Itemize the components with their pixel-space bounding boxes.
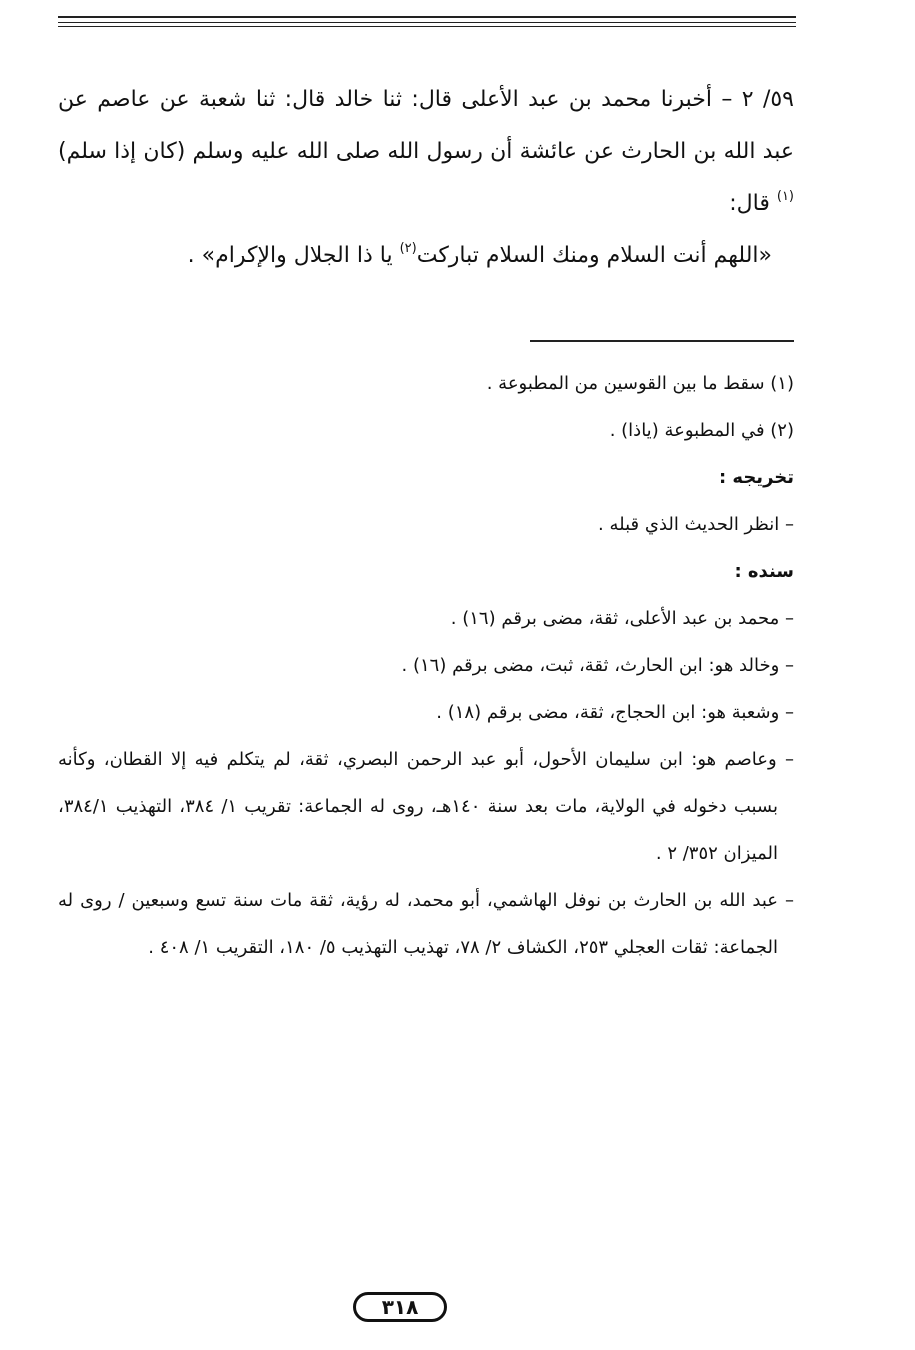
footnote-2: (٢) في المطبوعة (ياذا) .	[609, 420, 794, 441]
sanad-item: – وشعبة هو: ابن الحجاج، ثقة، مضى برقم (١٨) .	[436, 702, 794, 723]
footnote-1: (١) سقط ما بين القوسين من المطبوعة .	[486, 373, 794, 394]
hadith-chain-text: ٥٩/ ٢ – أخبرنا محمد بن عبد الأعلى قال: ثنا خالد قال: ثنا شعبة عن عاصم عن عبد الله بن الحارث عن عائشة أن رسول الله صلى الله عليه وسلم (كان إذا سلم)	[58, 87, 794, 164]
header-rule	[58, 16, 796, 18]
hadith-chain-end: قال:	[729, 191, 777, 216]
takhrij-heading: تخريجه :	[718, 467, 794, 488]
footnote-ref-2[interactable]: (٢)	[399, 241, 417, 256]
sanad-heading: سنده :	[734, 561, 794, 582]
sanad-item: – عبد الله بن الحارث بن نوفل الهاشمي، أبو محمد، له رؤية، ثقة مات سنة تسع وسبعين / روى له الجماعة: ثقات العجلي ٢٥٣، الكشاف ٢/ ٧٨، تهذيب التهذيب ٥/ ١٨٠، التقريب ١/ ٤٠٨ .	[58, 890, 794, 958]
page-number: ٣١٨	[353, 1292, 447, 1322]
header-rule	[58, 22, 796, 23]
hadith-text	[58, 74, 794, 282]
footnote-separator	[530, 340, 794, 342]
header-rule	[58, 26, 796, 27]
hadith-chain	[58, 74, 794, 230]
hadith-dua	[58, 230, 794, 282]
hadith-dua-end: يا ذا الجلال والإكرام» .	[187, 243, 400, 268]
notes-section	[58, 360, 794, 971]
sanad-item: – وعاصم هو: ابن سليمان الأحول، أبو عبد الرحمن البصري، ثقة، لم يتكلم فيه إلا القطان، وكأنه بسبب دخوله في الولاية، مات بعد سنة ١٤٠هـ، روى له الجماعة: تقريب ١/ ٣٨٤، التهذيب ٣٨٤/١، الميزان ٣٥٢/ ٢ .	[58, 749, 794, 864]
footnote-ref-1[interactable]: (١)	[776, 189, 794, 204]
sanad-item: – محمد بن عبد الأعلى، ثقة، مضى برقم (١٦) .	[450, 608, 794, 629]
hadith-dua-start: «اللهم أنت السلام ومنك السلام تباركت	[416, 243, 772, 268]
takhrij-item: – انظر الحديث الذي قبله .	[598, 514, 794, 535]
sanad-item: – وخالد هو: ابن الحارث، ثقة، ثبت، مضى برقم (١٦) .	[401, 655, 794, 676]
